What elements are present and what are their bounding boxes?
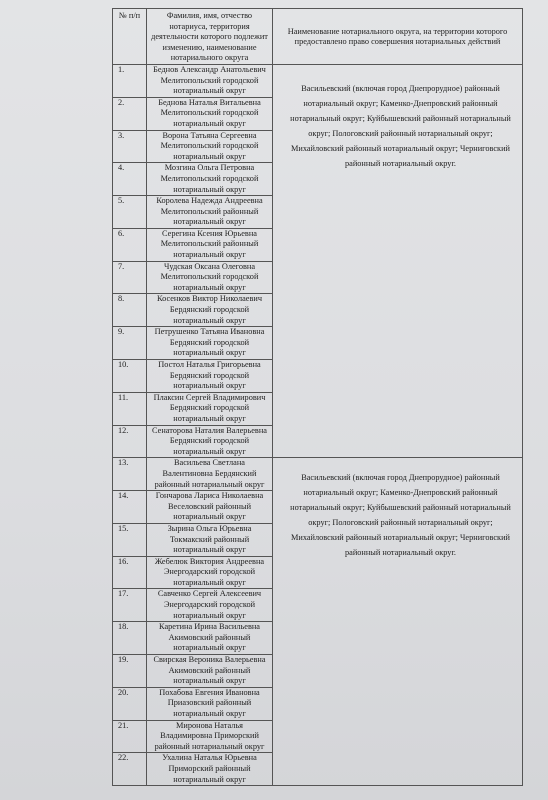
table-row xyxy=(113,458,523,491)
notary-name: Косенков Виктор Николаевич Бердянский городской нотариальный округ xyxy=(147,294,273,327)
district-list-1: Васильевский (включая город Днепрорудное) районный нотариальный округ; Каменко-Днепровский районный нотариальный округ; Куйбышевский районный нотариальный округ; Пологовский районный нотариальный округ; Михайловский районный нотариальный округ; Черниговский районный нотариальный округ. xyxy=(273,64,523,457)
row-number: 22. xyxy=(113,753,147,786)
notary-name: Ухалина Наталья Юрьевна Приморский районный нотариальный округ xyxy=(147,753,273,786)
district-list-2: Васильевский (включая город Днепрорудное) районный нотариальный округ; Каменко-Днепровский районный нотариальный округ; Куйбышевский районный нотариальный округ; Пологовский районный нотариальный округ; Михайловский районный нотариальный округ; Черниговский районный нотариальный округ. xyxy=(273,458,523,786)
notary-name: Зырина Ольга Юрьевна Токмакский районный нотариальный округ xyxy=(147,523,273,556)
row-number: 19. xyxy=(113,655,147,688)
notary-name: Петрушенко Татьяна Ивановна Бердянский городской нотариальный округ xyxy=(147,327,273,360)
notary-name: Каретина Ирина Васильевна Акимовский районный нотариальный округ xyxy=(147,622,273,655)
notary-name: Беднов Александр Анатольевич Мелитопольский городской нотариальный округ xyxy=(147,64,273,97)
row-number: 18. xyxy=(113,622,147,655)
notary-name: Похабова Евгения Ивановна Приазовский районный нотариальный округ xyxy=(147,687,273,720)
notary-name: Савченко Сергей Алексеевич Энергодарский городской нотариальный округ xyxy=(147,589,273,622)
row-number: 7. xyxy=(113,261,147,294)
notary-name: Серегина Ксения Юрьевна Мелитопольский районный нотариальный округ xyxy=(147,228,273,261)
row-number: 15. xyxy=(113,523,147,556)
row-number: 16. xyxy=(113,556,147,589)
header-row xyxy=(113,9,523,65)
header-notary: Фамилия, имя, отчество нотариуса, территория деятельности которого подлежит изменению, наименование нотариального округа xyxy=(147,9,273,65)
row-number: 4. xyxy=(113,163,147,196)
notary-table xyxy=(112,8,523,786)
row-number: 10. xyxy=(113,360,147,393)
row-number: 9. xyxy=(113,327,147,360)
header-district: Наименование нотариального округа, на территории которого предоставлено право совершения нотариальных действий xyxy=(273,9,523,65)
notary-name: Сенаторова Наталия Валерьевна Бердянский городской нотариальный округ xyxy=(147,425,273,458)
row-number: 8. xyxy=(113,294,147,327)
row-number: 21. xyxy=(113,720,147,753)
notary-name: Свирская Вероника Валерьевна Акимовский районный нотариальный округ xyxy=(147,655,273,688)
notary-name: Васильева Светлана Валентиновна Бердянский районный нотариальный округ xyxy=(147,458,273,491)
table-row xyxy=(113,64,523,97)
row-number: 13. xyxy=(113,458,147,491)
row-number: 20. xyxy=(113,687,147,720)
row-number: 12. xyxy=(113,425,147,458)
table-body xyxy=(113,64,523,785)
notary-name: Мозгина Ольга Петровна Мелитопольский городской нотариальный округ xyxy=(147,163,273,196)
notary-name: Гончарова Лариса Николаевна Веселовский районный нотариальный округ xyxy=(147,491,273,524)
header-number: № п/п xyxy=(113,9,147,65)
notary-name: Беднова Наталья Витальевна Мелитопольский городской нотариальный округ xyxy=(147,97,273,130)
notary-name: Жебелюк Виктория Андреевна Энергодарский городской нотариальный округ xyxy=(147,556,273,589)
row-number: 3. xyxy=(113,130,147,163)
notary-name: Миронова Наталья Владимировна Приморский районный нотариальный округ xyxy=(147,720,273,753)
row-number: 11. xyxy=(113,392,147,425)
row-number: 14. xyxy=(113,491,147,524)
notary-name: Ворона Татьяна Сергеевна Мелитопольский городской нотариальный округ xyxy=(147,130,273,163)
notary-name: Чудская Оксана Олеговна Мелитопольский городской нотариальный округ xyxy=(147,261,273,294)
notary-name: Королева Надежда Андреевна Мелитопольский районный нотариальный округ xyxy=(147,196,273,229)
notary-name: Постол Наталья Григорьевна Бердянский городской нотариальный округ xyxy=(147,360,273,393)
row-number: 1. xyxy=(113,64,147,97)
row-number: 2. xyxy=(113,97,147,130)
notary-name: Плаксин Сергей Владимирович Бердянский городской нотариальный округ xyxy=(147,392,273,425)
row-number: 5. xyxy=(113,196,147,229)
row-number: 17. xyxy=(113,589,147,622)
row-number: 6. xyxy=(113,228,147,261)
